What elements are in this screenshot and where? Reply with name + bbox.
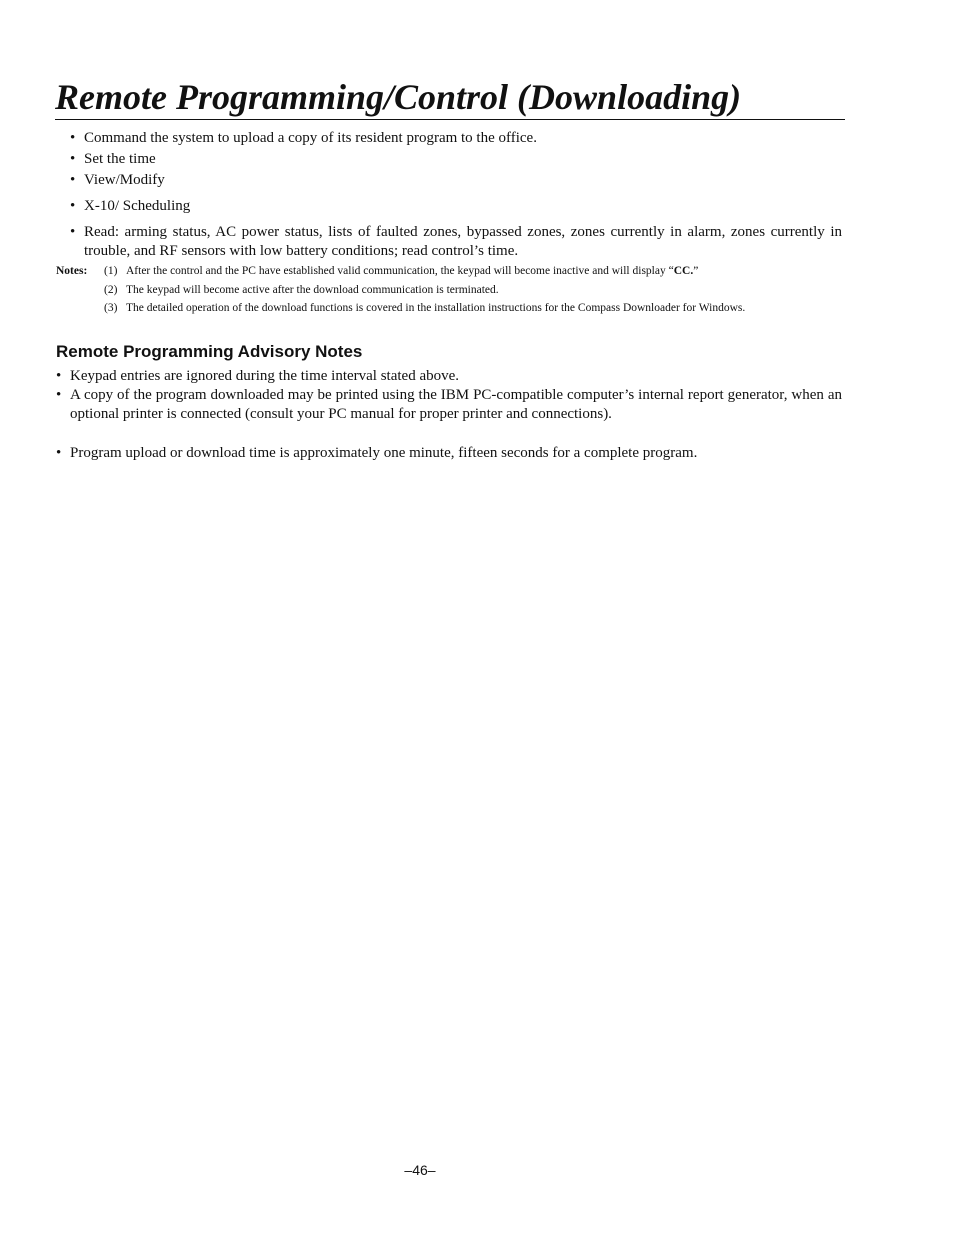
note-number: (1) <box>104 265 118 277</box>
list-item <box>70 197 842 216</box>
list-item <box>56 367 842 386</box>
list-item <box>70 171 842 190</box>
note-item <box>104 283 842 299</box>
bullet-icon: • <box>56 445 62 461</box>
display-code: CC. <box>673 265 694 277</box>
list-item <box>70 150 842 169</box>
note-text: The keypad will become active after the download communication is terminated. <box>126 284 499 296</box>
title-underline <box>55 119 845 120</box>
list-item-text: X-10/ Scheduling <box>84 198 191 214</box>
bullet-icon: • <box>70 198 76 214</box>
list-item-text: View/Modify <box>84 172 165 188</box>
bullet-icon: • <box>70 151 76 167</box>
list-item <box>56 444 842 463</box>
page-title: Remote Programming/Control (Downloading) <box>55 77 742 117</box>
note-item <box>104 264 842 280</box>
list-item <box>70 223 842 261</box>
bullet-icon: • <box>70 172 76 188</box>
list-item-text: Set the time <box>84 151 156 167</box>
notes-label: Notes: <box>56 265 88 277</box>
list-item-text: A copy of the program downloaded may be printed using the IBM PC-compatible computer’s internal report generator, when an optional printer is connected (consult your PC manual for proper printer and connections). <box>70 387 842 422</box>
list-item-text: Command the system to upload a copy of its resident program to the office. <box>84 130 537 146</box>
note-item <box>104 301 842 317</box>
list-item-text: Keypad entries are ignored during the time interval stated above. <box>70 368 460 384</box>
bullet-icon: • <box>70 130 76 146</box>
note-text: After the control and the PC have established valid communication, the keypad will become inactive and will display “CC.” <box>126 265 699 277</box>
bullet-icon: • <box>56 368 62 384</box>
list-item <box>56 386 842 424</box>
page-number: –46– <box>404 1162 436 1178</box>
section-heading: Remote Programming Advisory Notes <box>56 342 363 361</box>
bullet-icon: • <box>56 387 62 403</box>
note-text: The detailed operation of the download functions is covered in the installation instructions for the Compass Downloader for Windows. <box>126 302 746 314</box>
bullet-icon: • <box>70 224 76 240</box>
list-item-text: Read: arming status, AC power status, lists of faulted zones, bypassed zones, zones currently in alarm, zones currently in trouble, and RF sensors with low battery conditions; read control’s time. <box>84 224 842 259</box>
list-item-text: Program upload or download time is approximately one minute, fifteen seconds for a complete program. <box>70 445 698 461</box>
list-item <box>70 129 842 148</box>
note-number: (2) <box>104 284 118 296</box>
note-number: (3) <box>104 302 118 314</box>
